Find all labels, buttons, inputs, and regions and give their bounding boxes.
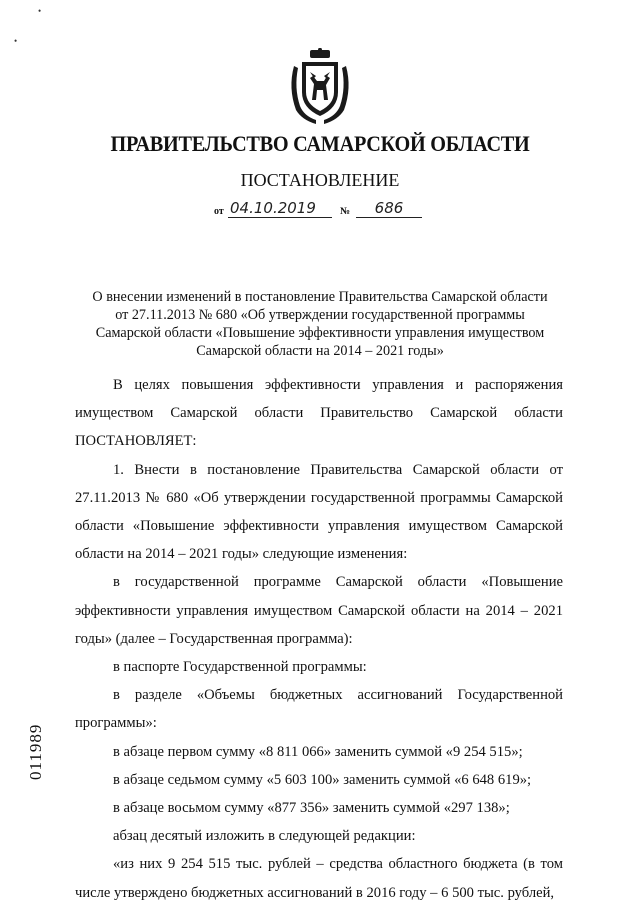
handwritten-number: 686 [356,199,422,218]
paragraph-section: в разделе «Объемы бюджетных ассигнований Государственной программы»: [75,687,563,732]
paragraph-preamble: В целях повышения эффективности управления и распоряжения имуществом Самарской области Правительство Самарской области ПОСТАНОВЛЯЕТ: [75,377,563,450]
paragraph-abzac-1: в абзаце первом сумму «8 811 066» заменить суммой «9 254 515»; [113,743,523,760]
side-serial-number: 011989 [26,723,45,780]
scan-mark: • [38,6,42,16]
coat-of-arms-emblem [286,48,354,126]
number-prefix: № [340,206,351,217]
paragraph-item-1: 1. Внести в постановление Правительства Самарской области от 27.11.2013 № 680 «Об утверждении государственной программы Самарской области «Повышение эффективности управления имуществом Самарской области на 2014 – 2021 годы» следующие изменения: [75,461,563,563]
paragraph-passport: в паспорте Государственной программы: [113,659,367,676]
subject-line: О внесении изменений в постановление Правительства Самарской области [92,289,548,305]
paragraph-abzac-10: абзац десятый изложить в следующей редакции: [113,828,416,845]
paragraph-program: в государственной программе Самарской области «Повышение эффективности управления имуществом Самарской области на 2014 – 2021 годы» (далее – Государственная программа): [75,574,563,647]
document-subject [70,288,570,360]
paragraph-abzac-7: в абзаце седьмом сумму «5 603 100» заменить суммой «6 648 619»; [113,771,532,788]
organization-title: ПРАВИТЕЛЬСТВО САМАРСКОЙ ОБЛАСТИ [110,131,530,156]
subject-line: Самарской области на 2014 – 2021 годы» [196,343,444,359]
document-body [75,371,563,907]
paragraph-abzac-8: в абзаце восьмом сумму «877 356» заменить суммой «297 138»; [113,800,510,817]
subject-line: от 27.11.2013 № 680 «Об утверждении государственной программы [115,307,525,323]
document-type: ПОСТАНОВЛЕНИЕ [240,170,400,190]
date-prefix: от [214,206,224,217]
scan-mark: • [14,36,18,46]
handwritten-date: 04.10.2019 [228,199,332,218]
paragraph-quote: «из них 9 254 515 тыс. рублей – средства областного бюджета (в том числе утверждено бюджетных ассигнований в 2016 году – 6 500 тыс. рублей, [75,856,563,901]
date-number-line [214,199,434,219]
subject-line: Самарской области «Повышение эффективности управления имуществом [95,325,545,341]
